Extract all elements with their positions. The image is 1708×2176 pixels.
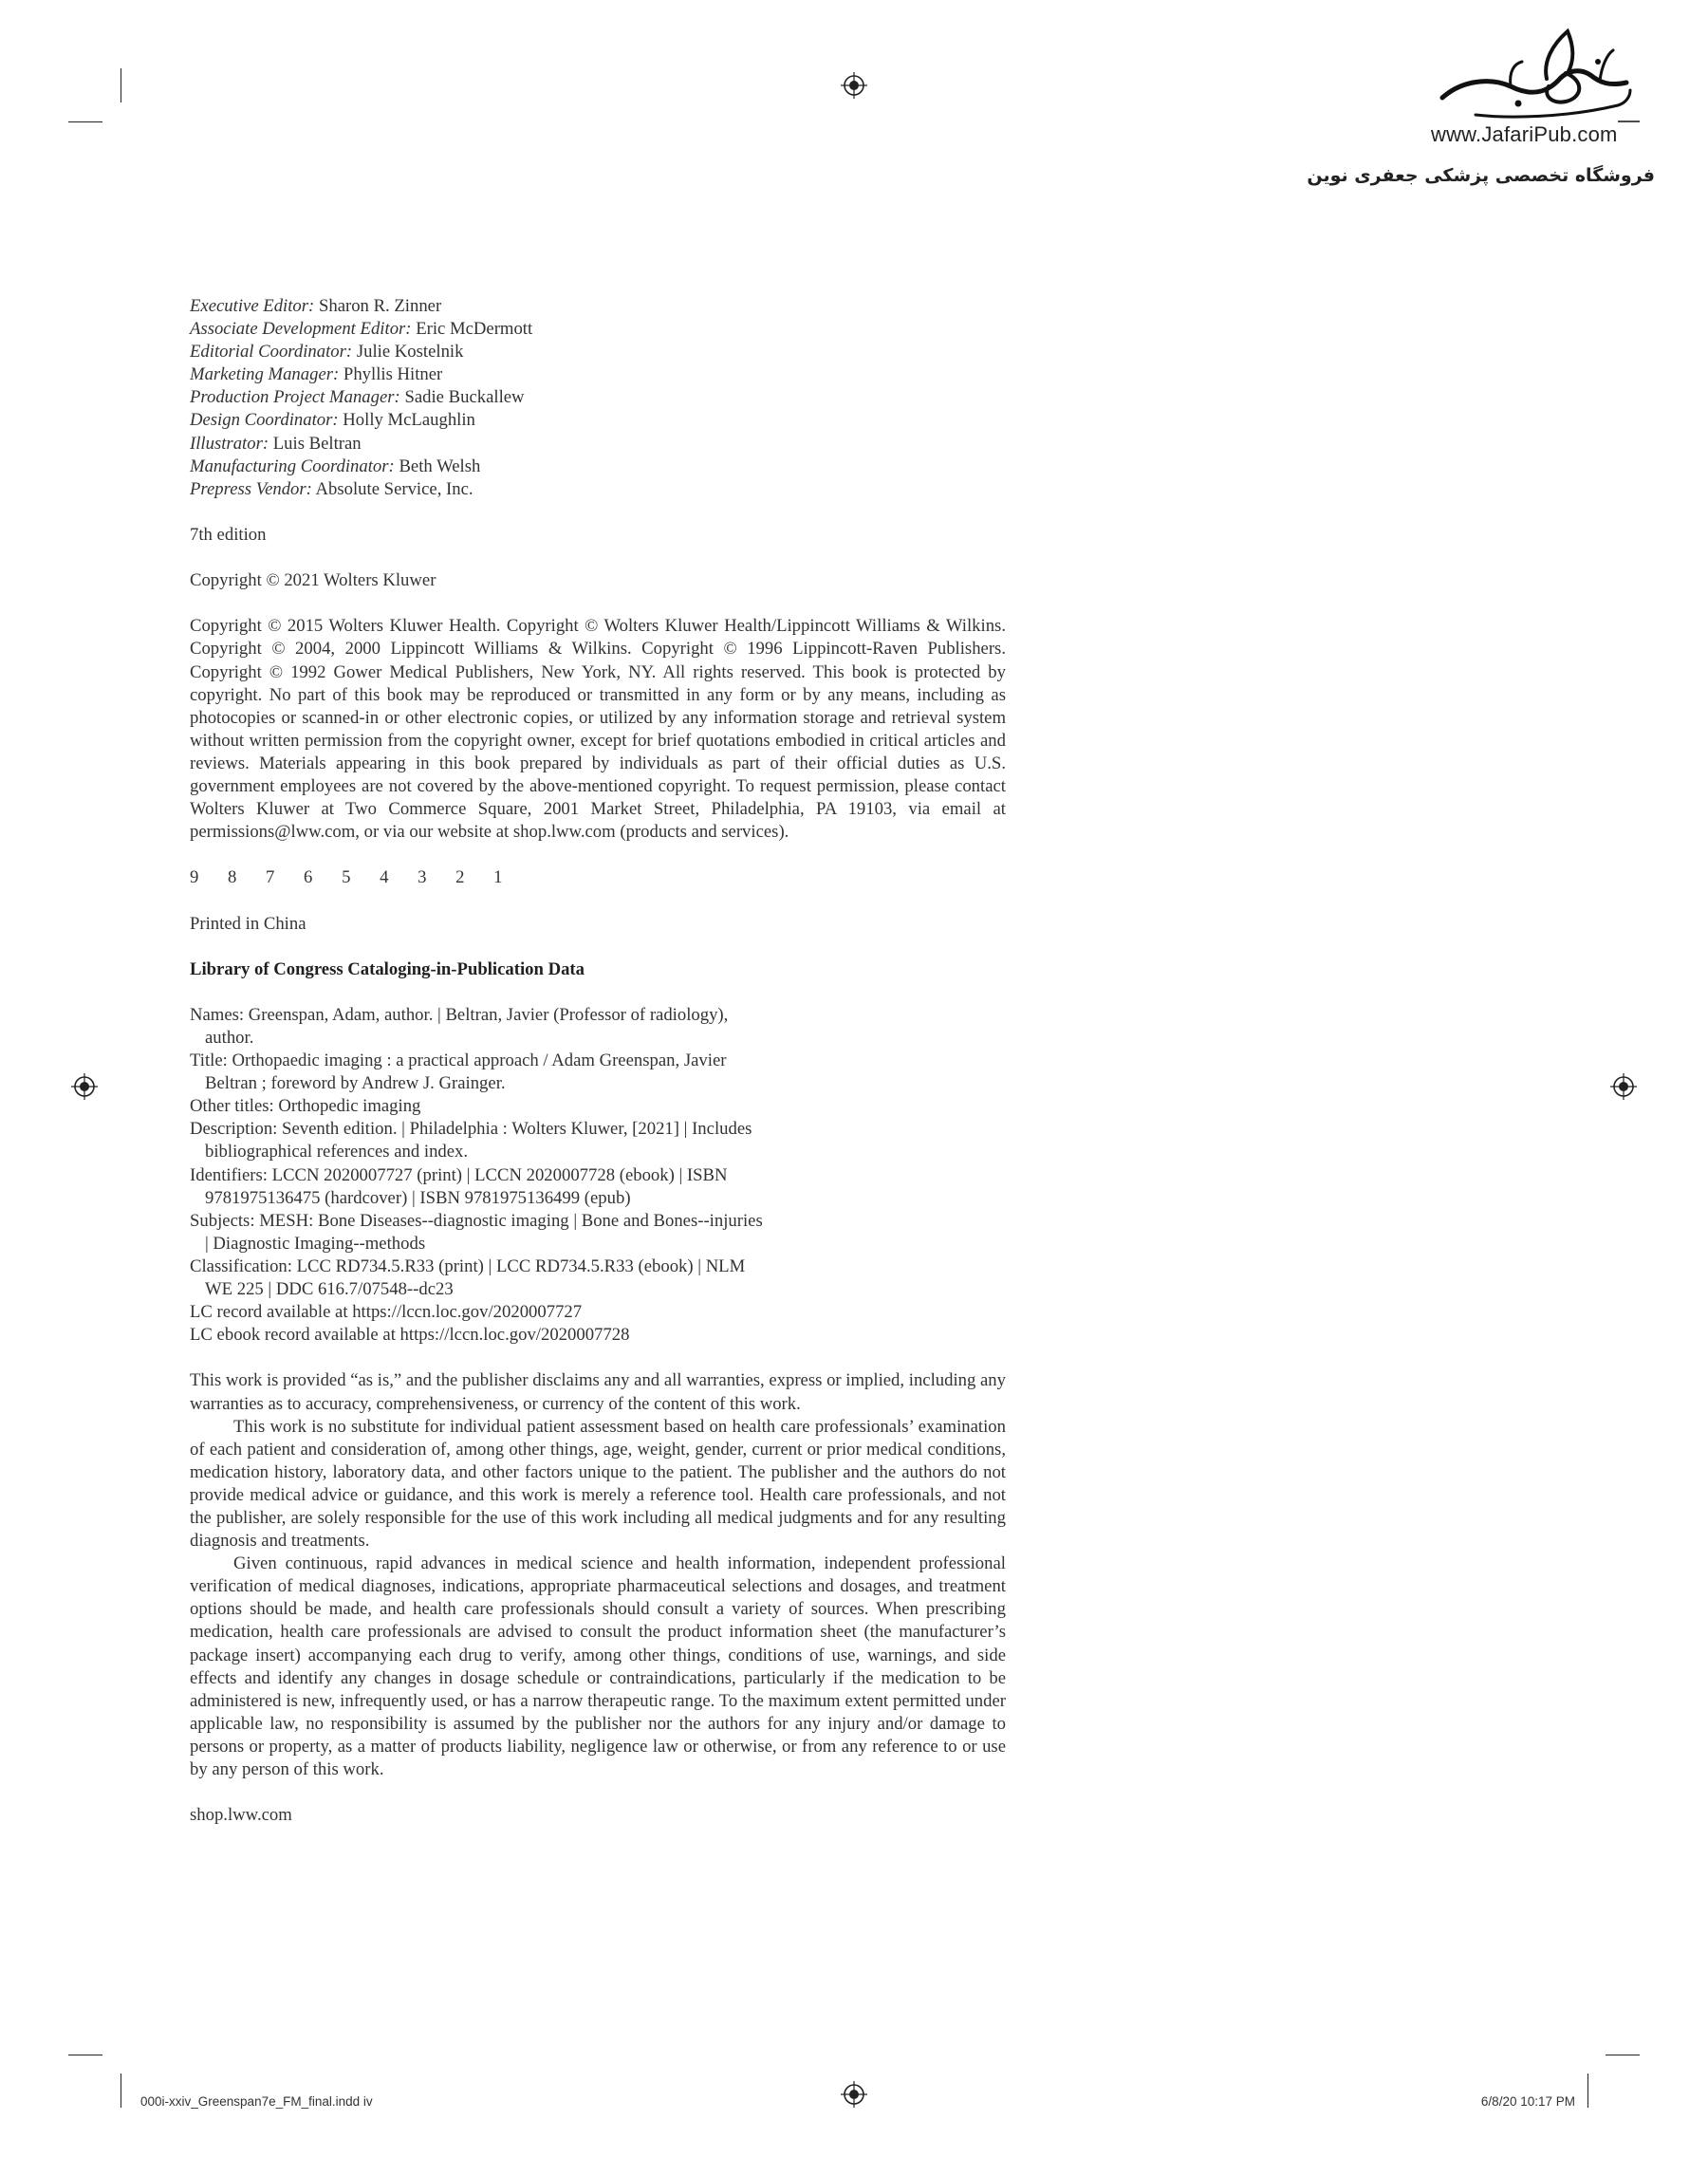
credit-name: Sharon R. Zinner [318, 296, 442, 316]
credit-name: Beth Welsh [399, 456, 481, 476]
calligraphy-logo-icon [1423, 24, 1642, 123]
registration-mark-right [1610, 1073, 1637, 1100]
cip-entry: Other titles: Orthopedic imaging [190, 1096, 421, 1117]
credit-name: Holly McLaughlin [343, 410, 475, 431]
credit-role: Manufacturing Coordinator: [190, 456, 395, 476]
registration-mark-left [71, 1073, 98, 1100]
copyright-notice: Copyright © 2015 Wolters Kluwer Health. Copyright © Wolters Kluwer Health/Lippincott Williams & Wilkins. Copyright © 2004, 2000 Lippincott Williams & Wilkins. Copyright © 1996 Lippincott-Raven Publishers. Copyright © 1992 Gower Medical Publishers, New York, NY. All rights reserved. This book is protected by copyright. No part of this book may be reproduced or transmitted in any form or by any means, including as photocopies or scanned-in or other electronic copies, or utilized by any information storage and retrieval system without written permission from the copyright owner, except for brief quotations embodied in critical articles and reviews. Materials appearing in this book prepared by individuals as part of their official duties as U.S. government employees are not covered by the above-mentioned copyright. To request permission, please contact Wolters Kluwer at Two Commerce Square, 2001 Market Street, Philadelphia, PA 19103, via email at permissions@lww.com, or via our website at shop.lww.com (products and services). [190, 616, 1006, 843]
publisher-website: shop.lww.com [190, 1805, 292, 1826]
credit-role: Illustrator: [190, 433, 269, 454]
credits-list [190, 295, 1006, 501]
credit-name: Absolute Service, Inc. [315, 478, 473, 499]
cip-entry: Names: Greenspan, Adam, author. | Beltran, Javier (Professor of radiology), author. [190, 1004, 729, 1048]
footer-timestamp: 6/8/20 10:17 PM [1480, 2094, 1575, 2109]
credit-name: Eric McDermott [416, 319, 533, 340]
disclaimer-paragraph: This work is no substitute for individual patient assessment based on health care professionals’ examination of each patient and consideration of, among other things, age, weight, gender, current or prior medical conditions, medication history, laboratory data, and other factors unique to the patient. The publisher and the authors do not provide medical advice or guidance, and this work is merely a reference tool. Health care professionals, and not the publisher, are solely responsible for the use of this work including all medical judgments and for any resulting diagnosis and treatments. [190, 1416, 1006, 1552]
logo-store-name: فروشگاه تخصصی پزشکی جعفری نوین [1307, 165, 1655, 186]
credit-line [190, 386, 1006, 409]
crop-mark-bottom-right-vertical [1587, 2074, 1588, 2108]
credit-line [190, 456, 1006, 478]
cip-entry: Identifiers: LCCN 2020007727 (print) | LCCN 2020007728 (ebook) | ISBN 9781975136475 (hardcover) | ISBN 9781975136499 (epub) [190, 1164, 728, 1208]
credit-name: Luis Beltran [272, 433, 362, 454]
logo-website: www.JafariPub.com [1431, 122, 1618, 146]
cip-entry: Classification: LCC RD734.5.R33 (print) | LCC RD734.5.R33 (ebook) | NLM WE 225 | DDC 616.7/07548--dc23 [190, 1255, 746, 1300]
credit-line [190, 295, 1006, 318]
credit-role: Design Coordinator: [190, 410, 339, 431]
cip-entry: Description: Seventh edition. | Philadelphia : Wolters Kluwer, [2021] | Includes bibliographical references and index. [190, 1119, 752, 1162]
registration-mark-top [841, 72, 867, 99]
credit-line [190, 363, 1006, 386]
cip-entry: Subjects: MESH: Bone Diseases--diagnostic imaging | Bone and Bones--injuries | Diagnostic Imaging--methods [190, 1210, 763, 1254]
cip-heading: Library of Congress Cataloging-in-Publication Data [190, 958, 585, 979]
credit-role: Associate Development Editor: [190, 319, 412, 340]
disclaimer-paragraph: This work is provided “as is,” and the publisher disclaims any and all warranties, express or implied, including any warranties as to accuracy, comprehensiveness, or currency of the content of this work. [190, 1370, 1006, 1414]
cip-data [190, 1004, 769, 1347]
credit-line [190, 409, 1006, 432]
edition-statement: 7th edition [190, 524, 267, 545]
credit-role: Editorial Coordinator: [190, 342, 353, 363]
print-line: 9 8 7 6 5 4 3 2 1 [190, 867, 515, 888]
publisher-logo [1423, 24, 1680, 123]
registration-mark-bottom [841, 2081, 867, 2108]
credit-name: Sadie Buckallew [404, 387, 525, 408]
credit-role: Production Project Manager: [190, 387, 400, 408]
crop-mark-top-left-horizontal [68, 121, 102, 122]
credit-line [190, 341, 1006, 363]
footer-file-name: 000i-xxiv_Greenspan7e_FM_final.indd iv [140, 2094, 373, 2109]
copyright-current: Copyright © 2021 Wolters Kluwer [190, 570, 436, 591]
cip-entry: Title: Orthopaedic imaging : a practical approach / Adam Greenspan, Javier Beltran ; foreword by Andrew J. Grainger. [190, 1051, 727, 1094]
cip-entry: LC record available at https://lccn.loc.gov/2020007727 [190, 1302, 583, 1323]
copyright-page-body [190, 295, 1006, 1827]
credit-role: Executive Editor: [190, 296, 315, 316]
credit-name: Julie Kostelnik [356, 342, 464, 363]
credit-line [190, 433, 1006, 456]
credit-role: Prepress Vendor: [190, 478, 312, 499]
disclaimer-paragraph: Given continuous, rapid advances in medical science and health information, independent professional verification of medical diagnoses, indications, appropriate pharmaceutical selections and dosages, and treatment options should be made, and health care professionals should consult a variety of sources. When prescribing medication, health care professionals are advised to consult the product information sheet (the manufacturer’s package insert) accompanying each drug to verify, among other things, conditions of use, warnings, and side effects and identify any changes in dosage schedule or contraindications, particularly if the medication to be administered is new, infrequently used, or has a narrow therapeutic range. To the maximum extent permitted under applicable law, no responsibility is assumed by the publisher nor the authors for any injury and/or damage to persons or property, as a matter of products liability, negligence law or otherwise, or from any reference to or use by any person of this work. [190, 1553, 1006, 1779]
credit-line [190, 478, 1006, 501]
cip-entry: LC ebook record available at https://lccn.loc.gov/2020007728 [190, 1325, 630, 1346]
credit-line [190, 318, 1006, 341]
printed-in: Printed in China [190, 913, 306, 934]
credit-role: Marketing Manager: [190, 364, 340, 385]
credit-name: Phyllis Hitner [343, 364, 443, 385]
